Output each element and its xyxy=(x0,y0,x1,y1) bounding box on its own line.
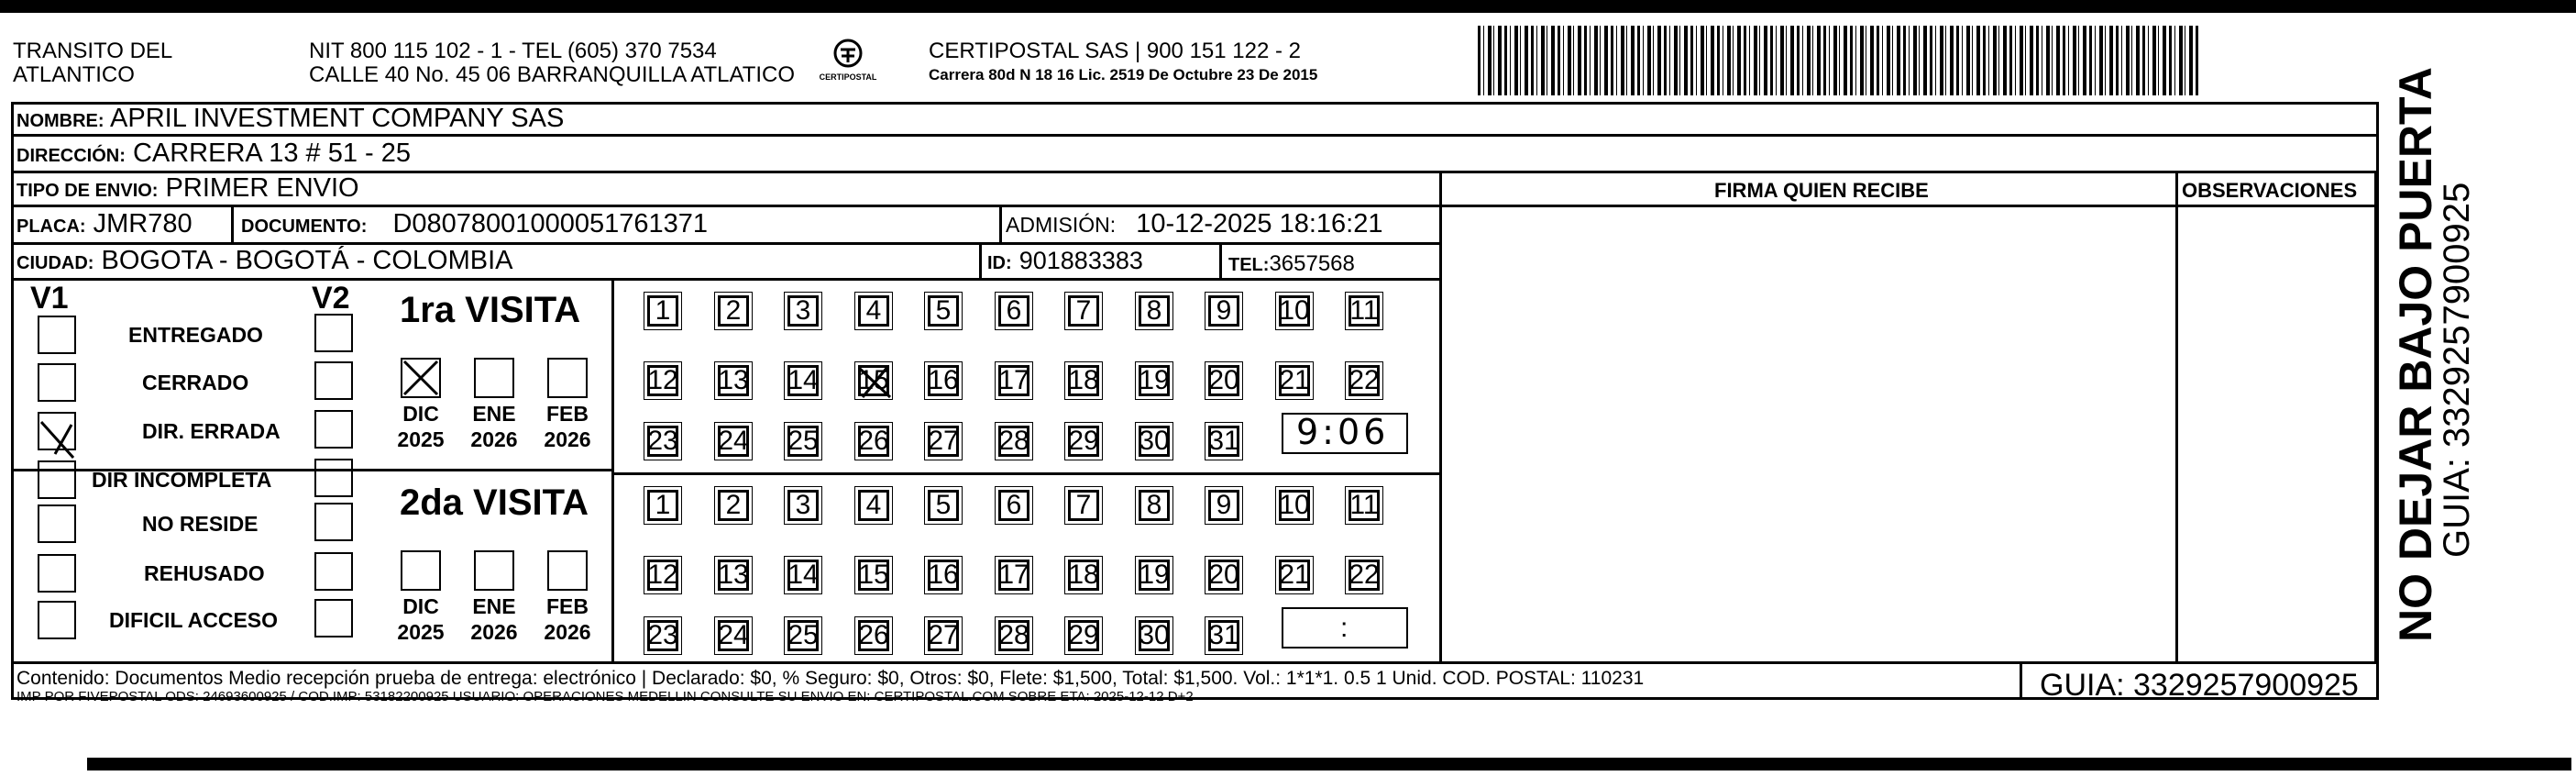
day-number: 2 xyxy=(725,295,742,326)
day-number: 8 xyxy=(1146,490,1162,520)
day-box[interactable] xyxy=(784,556,822,594)
v1-checkbox[interactable] xyxy=(38,363,76,402)
day-box[interactable] xyxy=(995,486,1033,525)
status-label: REHUSADO xyxy=(144,561,265,585)
v1-checkbox[interactable] xyxy=(38,504,76,543)
day-number: 14 xyxy=(787,560,819,590)
day-number: 28 xyxy=(998,426,1029,456)
day-number: 3 xyxy=(795,295,811,326)
day-box[interactable] xyxy=(854,556,893,594)
day-box[interactable] xyxy=(644,361,682,400)
visit2-time-box[interactable] xyxy=(1282,607,1408,649)
day-box[interactable] xyxy=(644,556,682,594)
day-box[interactable] xyxy=(854,361,893,400)
direccion-label: DIRECCIÓN: xyxy=(17,146,126,166)
day-box[interactable] xyxy=(924,292,963,330)
day-number: 12 xyxy=(647,560,678,590)
admision-label: ADMISIÓN: xyxy=(1006,213,1117,237)
day-number: 14 xyxy=(787,365,819,395)
certipostal-logo xyxy=(811,37,885,87)
firma-header: FIRMA QUIEN RECIBE xyxy=(1714,179,1929,202)
month-label xyxy=(540,594,595,645)
ciudad-value: BOGOTA - BOGOTÁ - COLOMBIA xyxy=(101,246,513,275)
v2-checkbox[interactable] xyxy=(314,459,353,497)
day-number: 21 xyxy=(1279,365,1310,395)
check-mark-icon xyxy=(401,358,441,398)
day-number: 27 xyxy=(928,620,959,650)
contact-line-1: NIT 800 115 102 - 1 - TEL (605) 370 7534 xyxy=(309,39,717,63)
month-name: DIC xyxy=(402,402,439,426)
day-box[interactable] xyxy=(714,422,753,460)
day-number: 13 xyxy=(718,560,749,590)
day-number: 19 xyxy=(1139,560,1170,590)
month-checkbox[interactable] xyxy=(474,550,514,591)
tipo-value: PRIMER ENVIO xyxy=(165,173,359,203)
day-number: 26 xyxy=(858,426,889,456)
day-box[interactable] xyxy=(1135,486,1173,525)
day-number: 13 xyxy=(718,365,749,395)
v2-checkbox[interactable] xyxy=(314,503,353,541)
bottom-bar xyxy=(87,758,2571,770)
placa-value: JMR780 xyxy=(93,209,193,238)
tel-value: 3657568 xyxy=(1269,251,1355,276)
admision-row xyxy=(1006,211,1382,238)
day-box[interactable] xyxy=(995,292,1033,330)
day-number: 20 xyxy=(1208,560,1239,590)
nombre-label: NOMBRE: xyxy=(17,111,105,131)
day-number: 31 xyxy=(1208,426,1239,456)
day-box[interactable] xyxy=(644,616,682,655)
day-box[interactable] xyxy=(1275,361,1314,400)
v2-checkbox[interactable] xyxy=(314,599,353,637)
day-box[interactable] xyxy=(784,422,822,460)
month-year: 2025 xyxy=(397,427,445,451)
day-number: 9 xyxy=(1216,490,1232,520)
day-box[interactable] xyxy=(1205,616,1243,655)
v2-checkbox[interactable] xyxy=(314,552,353,591)
nombre-row xyxy=(17,105,564,132)
footer-line-1: Contenido: Documentos Medio recepción prueba de entrega: electrónico | Declarado: $0, % Seguro: $0, Otros: $0, Flete: $1,500, Total: $1,500. Vol.: 1*1*1. 0.5 1 Unid. COD. POSTAL: 110231 xyxy=(17,668,1645,689)
visit2-title: 2da VISITA xyxy=(400,482,589,523)
month-checkbox[interactable] xyxy=(547,358,588,398)
day-box[interactable] xyxy=(1345,292,1383,330)
day-number: 28 xyxy=(998,620,1029,650)
day-box[interactable] xyxy=(1205,361,1243,400)
day-number: 19 xyxy=(1139,365,1170,395)
day-box[interactable] xyxy=(714,556,753,594)
day-box[interactable] xyxy=(1064,556,1103,594)
day-box[interactable] xyxy=(1275,556,1314,594)
day-number: 1 xyxy=(655,295,671,326)
day-box[interactable] xyxy=(644,422,682,460)
main-form-box xyxy=(11,102,2379,703)
day-number: 24 xyxy=(718,426,749,456)
visit1-time-box[interactable] xyxy=(1282,413,1408,454)
day-number: 25 xyxy=(787,620,819,650)
day-box[interactable] xyxy=(924,486,963,525)
day-box[interactable] xyxy=(784,292,822,330)
day-number: 6 xyxy=(1006,490,1022,520)
day-box[interactable] xyxy=(1135,422,1173,460)
month-checkbox[interactable] xyxy=(401,550,441,591)
day-box[interactable] xyxy=(1064,486,1103,525)
month-label xyxy=(393,594,448,645)
day-box[interactable] xyxy=(644,292,682,330)
day-number: 11 xyxy=(1349,490,1379,520)
org-line-2: ATLANTICO xyxy=(13,62,135,87)
check-mark-icon xyxy=(855,362,894,401)
day-number: 3 xyxy=(795,490,811,520)
month-label xyxy=(467,402,522,452)
status-label: ENTREGADO xyxy=(128,323,263,347)
month-label xyxy=(467,594,522,645)
day-box[interactable] xyxy=(1205,422,1243,460)
day-box[interactable] xyxy=(644,486,682,525)
logo-icon xyxy=(811,37,885,73)
v1-checkbox[interactable] xyxy=(38,316,76,354)
ciudad-row xyxy=(17,248,513,274)
day-box[interactable] xyxy=(924,361,963,400)
direccion-value: CARRERA 13 # 51 - 25 xyxy=(132,139,411,168)
day-box[interactable] xyxy=(714,292,753,330)
top-bar xyxy=(0,0,2576,13)
v1-checkbox[interactable] xyxy=(38,601,76,639)
tipo-label: TIPO DE ENVIO: xyxy=(17,181,159,201)
day-box[interactable] xyxy=(784,361,822,400)
day-number: 9 xyxy=(1216,295,1232,326)
month-year: 2026 xyxy=(470,619,518,644)
day-box[interactable] xyxy=(784,486,822,525)
id-row xyxy=(987,248,1143,274)
day-number: 24 xyxy=(718,620,749,650)
day-box[interactable] xyxy=(1135,616,1173,655)
month-name: FEB xyxy=(546,402,589,426)
day-number: 4 xyxy=(865,490,882,520)
month-checkbox[interactable] xyxy=(547,550,588,591)
id-value: 901883383 xyxy=(1018,247,1143,274)
side-guia: GUIA: 3329257900925 xyxy=(2437,182,2477,558)
v2-label: V2 xyxy=(312,281,350,316)
day-number: 4 xyxy=(865,295,882,326)
day-box[interactable] xyxy=(1135,292,1173,330)
tel-row xyxy=(1228,249,1355,276)
day-box[interactable] xyxy=(995,616,1033,655)
day-number: 5 xyxy=(935,490,952,520)
footer-guia: GUIA: 3329257900925 xyxy=(2040,668,2359,703)
day-number: 23 xyxy=(647,426,678,456)
month-year: 2026 xyxy=(470,427,518,451)
v2-checkbox[interactable] xyxy=(314,361,353,400)
day-number: 18 xyxy=(1068,560,1099,590)
documento-row xyxy=(241,211,708,238)
logo-word: CERTIPOSTAL xyxy=(819,72,877,82)
day-number: 5 xyxy=(935,295,952,326)
day-number: 20 xyxy=(1208,365,1239,395)
day-box[interactable] xyxy=(784,616,822,655)
status-label: NO RESIDE xyxy=(142,512,259,536)
day-box[interactable] xyxy=(714,361,753,400)
v1-checkbox[interactable] xyxy=(38,460,76,499)
day-number: 21 xyxy=(1279,560,1310,590)
id-label: ID: xyxy=(987,253,1012,273)
day-number: 23 xyxy=(647,620,678,650)
day-number: 22 xyxy=(1349,560,1380,590)
v2-checkbox[interactable] xyxy=(314,410,353,449)
ciudad-label: CIUDAD: xyxy=(17,253,94,273)
month-name: ENE xyxy=(472,402,516,426)
v2-checkbox[interactable] xyxy=(314,314,353,352)
day-box[interactable] xyxy=(714,616,753,655)
nombre-value: APRIL INVESTMENT COMPANY SAS xyxy=(110,104,565,133)
day-box[interactable] xyxy=(854,292,893,330)
month-year: 2026 xyxy=(544,619,591,644)
day-box[interactable] xyxy=(1205,486,1243,525)
day-number: 16 xyxy=(928,365,959,395)
month-label xyxy=(540,402,595,452)
day-number: 15 xyxy=(858,560,889,590)
day-box[interactable] xyxy=(714,486,753,525)
day-number: 2 xyxy=(725,490,742,520)
day-number: 31 xyxy=(1208,620,1239,650)
tel-label: TEL: xyxy=(1228,255,1270,275)
day-number: 25 xyxy=(787,426,819,456)
day-number: 10 xyxy=(1279,490,1310,520)
status-label: DIR INCOMPLETA xyxy=(92,468,272,492)
v1-label: V1 xyxy=(30,281,69,316)
day-box[interactable] xyxy=(1275,292,1314,330)
day-box[interactable] xyxy=(924,556,963,594)
placa-label: PLACA: xyxy=(17,216,86,237)
day-box[interactable] xyxy=(1064,422,1103,460)
direccion-row xyxy=(17,140,411,167)
day-box[interactable] xyxy=(854,486,893,525)
barcode xyxy=(1478,26,2200,95)
day-box[interactable] xyxy=(1135,556,1173,594)
status-label: DIFICIL ACCESO xyxy=(109,608,279,632)
day-number: 7 xyxy=(1075,490,1092,520)
day-box[interactable] xyxy=(1345,361,1383,400)
day-box[interactable] xyxy=(924,422,963,460)
day-number: 11 xyxy=(1349,295,1379,326)
day-box[interactable] xyxy=(995,361,1033,400)
placa-row xyxy=(17,211,193,238)
day-box[interactable] xyxy=(854,422,893,460)
month-label xyxy=(393,402,448,452)
month-year: 2025 xyxy=(397,619,445,644)
certipostal-line-2: Carrera 80d N 18 16 Lic. 2519 De Octubre 23 De 2015 xyxy=(929,66,1318,83)
day-box[interactable] xyxy=(1064,361,1103,400)
visit1-time: 9:06 xyxy=(1296,412,1390,452)
day-number: 12 xyxy=(647,365,678,395)
day-box[interactable] xyxy=(995,422,1033,460)
contact-line-2: CALLE 40 No. 45 06 BARRANQUILLA ATLATICO xyxy=(309,62,796,87)
admision-value: 10-12-2025 18:16:21 xyxy=(1136,209,1383,238)
day-box[interactable] xyxy=(1205,556,1243,594)
month-checkbox[interactable] xyxy=(474,358,514,398)
org-line-1: TRANSITO DEL xyxy=(13,39,173,63)
day-number: 8 xyxy=(1146,295,1162,326)
day-number: 6 xyxy=(1006,295,1022,326)
day-number: 30 xyxy=(1139,620,1170,650)
status-label: CERRADO xyxy=(142,371,249,394)
day-number: 30 xyxy=(1139,426,1170,456)
day-number: 27 xyxy=(928,426,959,456)
day-number: 1 xyxy=(655,490,671,520)
day-box[interactable] xyxy=(1275,486,1314,525)
day-box[interactable] xyxy=(1135,361,1173,400)
day-number: 17 xyxy=(998,365,1029,395)
day-number: 22 xyxy=(1349,365,1380,395)
certipostal-line-1: CERTIPOSTAL SAS | 900 151 122 - 2 xyxy=(929,39,1301,63)
documento-label: DOCUMENTO: xyxy=(241,216,368,237)
day-number: 29 xyxy=(1068,426,1099,456)
documento-value: D08078001000051761371 xyxy=(392,209,708,238)
observaciones-header: OBSERVACIONES xyxy=(2182,179,2358,202)
month-name: DIC xyxy=(402,594,439,618)
day-number: 26 xyxy=(858,620,889,650)
v1-checkbox[interactable] xyxy=(38,554,76,593)
day-box[interactable] xyxy=(1064,292,1103,330)
day-box[interactable] xyxy=(1345,486,1383,525)
visit2-time: : xyxy=(1340,613,1349,643)
day-number: 29 xyxy=(1068,620,1099,650)
day-box[interactable] xyxy=(995,556,1033,594)
month-name: FEB xyxy=(546,594,589,618)
day-number: 17 xyxy=(998,560,1029,590)
side-warning: NO DEJAR BAJO PUERTA xyxy=(2390,67,2441,642)
day-number: 15 xyxy=(858,365,889,395)
day-box[interactable] xyxy=(1345,556,1383,594)
day-box[interactable] xyxy=(924,616,963,655)
check-mark-icon xyxy=(37,417,83,463)
day-box[interactable] xyxy=(854,616,893,655)
day-number: 10 xyxy=(1279,295,1310,326)
day-box[interactable] xyxy=(1205,292,1243,330)
day-number: 7 xyxy=(1075,295,1092,326)
tipo-row xyxy=(17,175,359,202)
day-number: 18 xyxy=(1068,365,1099,395)
footer-line-2: IMP POR FIVEPOSTAL ODS: 24693600925 / COD.IMP: 53182200925 USUARIO: OPERACIONES MEDELLIN CONSULTE SU ENVIO EN: CERTIPOSTAL.COM SOBRE ETA: 2025-12-12 D+2 xyxy=(17,689,1194,704)
day-number: 16 xyxy=(928,560,959,590)
month-name: ENE xyxy=(472,594,516,618)
day-box[interactable] xyxy=(1064,616,1103,655)
visit1-title: 1ra VISITA xyxy=(400,290,581,330)
status-label: DIR. ERRADA xyxy=(142,419,281,443)
month-year: 2026 xyxy=(544,427,591,451)
